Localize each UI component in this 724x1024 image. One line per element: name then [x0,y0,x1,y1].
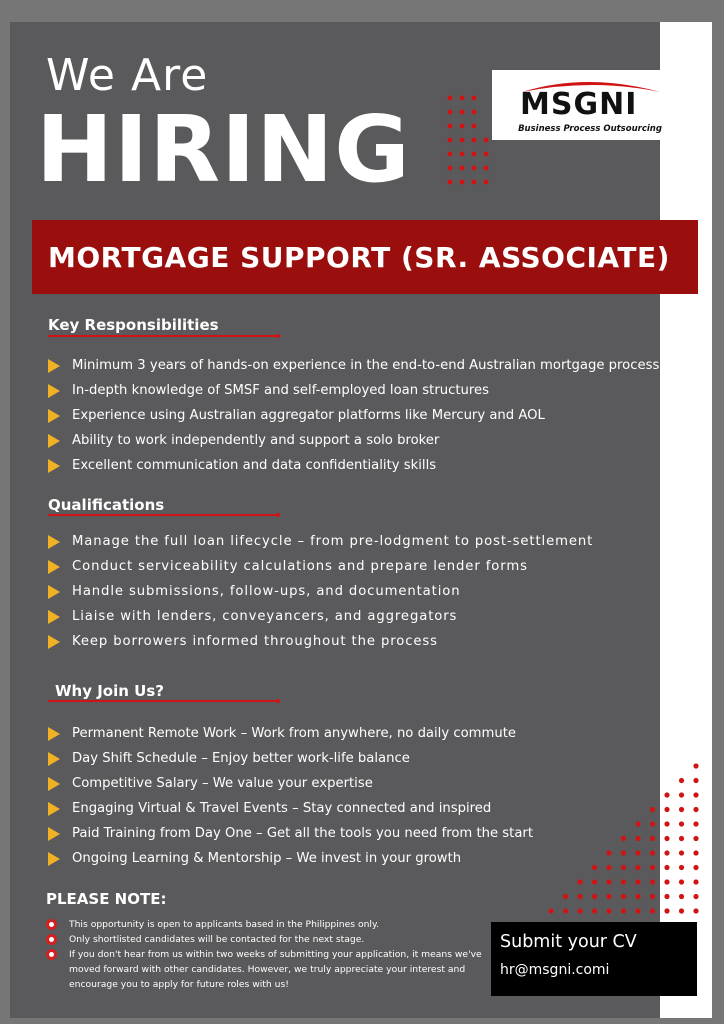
note-text: This opportunity is open to applicants based in the Philippines only. [69,919,380,930]
list-item-text: Handle submissions, follow-ups, and documentation [72,584,461,599]
list-item [48,353,659,378]
list-item [48,604,593,629]
list-item [48,554,593,579]
list-item-text: Experience using Australian aggregator platforms like Mercury and AOL [72,408,545,423]
list-item-text: Competitive Salary – We value your expertise [72,776,373,791]
triangle-bullet-icon [48,802,60,816]
list-item-text: Paid Training from Day One – Get all the tools you need from the start [72,826,533,841]
list-item-text: Excellent communication and data confidentiality skills [72,458,437,473]
header-we-are: We Are [46,50,209,101]
qualifications-list [48,529,593,654]
list-item [48,721,533,746]
qualifications-underline [48,514,278,516]
triangle-bullet-icon [48,610,60,624]
list-item [48,629,593,654]
list-item-text: Liaise with lenders, conveyancers, and aggregators [72,609,458,624]
dot-triangle-bottom [546,762,702,918]
please-note-heading: PLEASE NOTE: [46,890,167,908]
note-item [46,947,486,992]
list-item-text: Keep borrowers informed throughout the process [72,634,438,649]
list-item [48,846,533,871]
triangle-bullet-icon [48,560,60,574]
contact-email[interactable]: hr@msgni.comi [500,962,610,978]
list-item [48,579,593,604]
list-item [48,771,533,796]
list-item-text: Manage the full loan lifecycle – from pre-lodgment to post-settlement [72,534,594,549]
job-title-band [32,220,698,294]
triangle-bullet-icon [48,359,60,373]
list-item-text: In-depth knowledge of SMSF and self-employed loan structures [72,383,490,398]
list-item [48,378,659,403]
submit-cv-title: Submit your CV [500,932,637,952]
pin-icon [46,934,57,945]
triangle-bullet-icon [48,635,60,649]
list-item-text: Engaging Virtual & Travel Events – Stay connected and inspired [72,801,492,816]
triangle-bullet-icon [48,777,60,791]
responsibilities-underline [48,335,278,337]
triangle-bullet-icon [48,384,60,398]
list-item [48,453,659,478]
logo-name: MSGNI [520,87,638,122]
list-item [48,529,593,554]
triangle-bullet-icon [48,827,60,841]
pin-icon [46,949,57,960]
responsibilities-heading: Key Responsibilities [48,316,219,334]
qualifications-heading: Qualifications [48,496,165,514]
list-item-text: Permanent Remote Work – Work from anywhere, no daily commute [72,726,516,741]
job-title: MORTGAGE SUPPORT (SR. ASSOCIATE) [48,240,670,274]
triangle-bullet-icon [48,434,60,448]
triangle-bullet-icon [48,409,60,423]
list-item-text: Ability to work independently and support a solo broker [72,433,440,448]
why-join-list [48,721,533,871]
triangle-bullet-icon [48,535,60,549]
note-text: Only shortlisted candidates will be contacted for the next stage. [69,934,365,945]
list-item [48,796,533,821]
note-item [46,917,486,932]
list-item-text: Ongoing Learning & Mentorship – We invest in your growth [72,851,462,866]
why-join-underline [48,700,278,702]
dot-grid-top [446,94,510,186]
company-logo [492,70,684,140]
triangle-bullet-icon [48,752,60,766]
list-item [48,403,659,428]
list-item [48,821,533,846]
logo-tagline: Business Process Outsourcing [518,124,662,134]
list-item-text: Minimum 3 years of hands-on experience in the end-to-end Australian mortgage process [72,358,660,373]
responsibilities-list [48,353,659,478]
header-hiring: HIRING [36,96,411,203]
notes-list [46,917,486,992]
triangle-bullet-icon [48,585,60,599]
list-item [48,746,533,771]
note-item [46,932,486,947]
list-item [48,428,659,453]
pin-icon [46,919,57,930]
note-text: If you don't hear from us within two weeks of submitting your application, it means we've moved forward with other candidates. However, we truly appreciate your interest and encourage you to apply for future roles with us! [69,949,482,990]
triangle-bullet-icon [48,459,60,473]
why-join-heading: Why Join Us? [55,682,164,700]
triangle-bullet-icon [48,852,60,866]
submit-cv-box [491,922,697,996]
list-item-text: Conduct serviceability calculations and prepare lender forms [72,559,528,574]
list-item-text: Day Shift Schedule – Enjoy better work-life balance [72,751,410,766]
triangle-bullet-icon [48,727,60,741]
